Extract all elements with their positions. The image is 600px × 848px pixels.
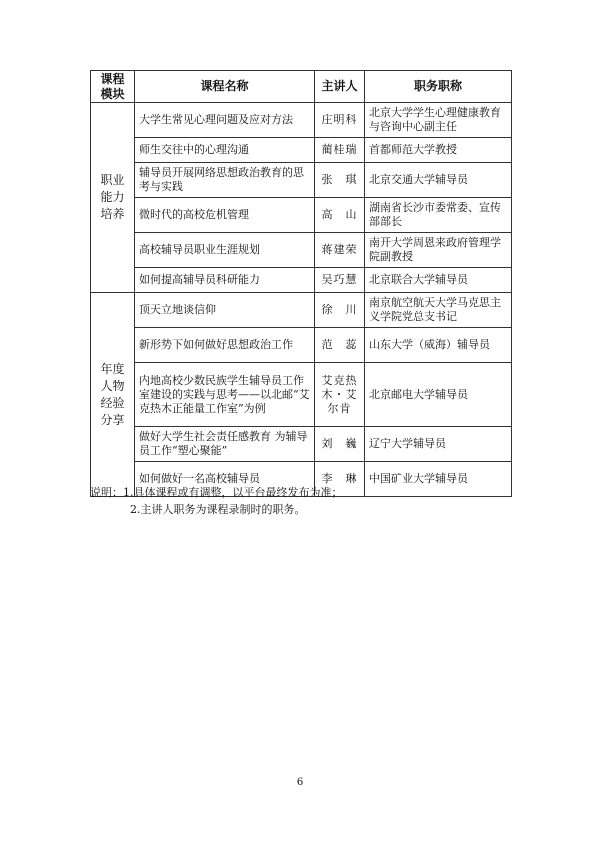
- table-row: [91, 363, 512, 427]
- lecturer-cell: 李 琳: [315, 462, 365, 497]
- title-cell: 南京航空航天大学马克思主义学院党总支书记: [365, 293, 512, 328]
- lecturer-cell: 蔺桂瑞: [315, 138, 365, 163]
- course-name-cell: 辅导员开展网络思想政治教育的思考与实践: [135, 163, 315, 198]
- header-lecturer: 主讲人: [315, 71, 365, 103]
- course-name-cell: 新形势下如何做好思想政治工作: [135, 328, 315, 363]
- note-line: 2.主讲人职务为课程录制时的职务。: [130, 503, 306, 516]
- title-cell: 湖南省长沙市委常委、宣传部部长: [365, 198, 512, 233]
- header-module: 课程模块: [91, 71, 135, 103]
- page-number: 6: [296, 777, 304, 788]
- course-name-cell: 高校辅导员职业生涯规划: [135, 233, 315, 268]
- course-name-cell: 做好大学生社会责任感教育 为辅导员工作“塑心聚能”: [135, 427, 315, 462]
- course-name-cell: 师生交往中的心理沟通: [135, 138, 315, 163]
- title-cell: 南开大学周恩来政府管理学院副教授: [365, 233, 512, 268]
- course-table: [90, 70, 512, 497]
- course-name-cell: 大学生常见心理问题及应对方法: [135, 103, 315, 138]
- header-title: 职务职称: [365, 71, 512, 103]
- course-name-cell: 微时代的高校危机管理: [135, 198, 315, 233]
- lecturer-cell: 艾克热木・艾尔肯: [315, 363, 365, 427]
- table-row: [91, 293, 512, 328]
- table-row: [91, 163, 512, 198]
- table-row: [91, 427, 512, 462]
- title-cell: 北京大学学生心理健康教育与咨询中心副主任: [365, 103, 512, 138]
- title-cell: 北京交通大学辅导员: [365, 163, 512, 198]
- module-cell-career-ability: 职业能力培养: [91, 103, 135, 293]
- header-course-name: 课程名称: [135, 71, 315, 103]
- title-cell: 辽宁大学辅导员: [365, 427, 512, 462]
- lecturer-cell: 蒋建荣: [315, 233, 365, 268]
- course-name-cell: 如何做好一名高校辅导员: [135, 462, 315, 497]
- course-name-cell: 内地高校少数民族学生辅导员工作室建设的实践与思考——以北邮“艾克热木正能量工作室”为例: [135, 363, 315, 427]
- lecturer-cell: 刘 巍: [315, 427, 365, 462]
- lecturer-cell: 高 山: [315, 198, 365, 233]
- course-name-cell: 如何提高辅导员科研能力: [135, 268, 315, 293]
- lecturer-cell: 张 琪: [315, 163, 365, 198]
- lecturer-cell: 吴巧慧: [315, 268, 365, 293]
- table-row: [91, 233, 512, 268]
- lecturer-cell: 徐 川: [315, 293, 365, 328]
- module-cell-annual-figures: 年度人物经验分享: [91, 293, 135, 497]
- title-cell: 山东大学（威海）辅导员: [365, 328, 512, 363]
- note-line: 说明：1.具体课程或有调整，以平台最终发布为准；: [90, 486, 343, 499]
- lecturer-cell: 庄明科: [315, 103, 365, 138]
- lecturer-cell: 范 蕊: [315, 328, 365, 363]
- title-cell: 首都师范大学教授: [365, 138, 512, 163]
- course-name-cell: 顶天立地谈信仰: [135, 293, 315, 328]
- table-row: [91, 103, 512, 138]
- table-row: [91, 198, 512, 233]
- table-row: [91, 138, 512, 163]
- title-cell: 北京联合大学辅导员: [365, 268, 512, 293]
- table-header-row: [91, 71, 512, 103]
- table-row: [91, 268, 512, 293]
- title-cell: 北京邮电大学辅导员: [365, 363, 512, 427]
- table-row: [91, 328, 512, 363]
- title-cell: 中国矿业大学辅导员: [365, 462, 512, 497]
- notes: [90, 484, 343, 518]
